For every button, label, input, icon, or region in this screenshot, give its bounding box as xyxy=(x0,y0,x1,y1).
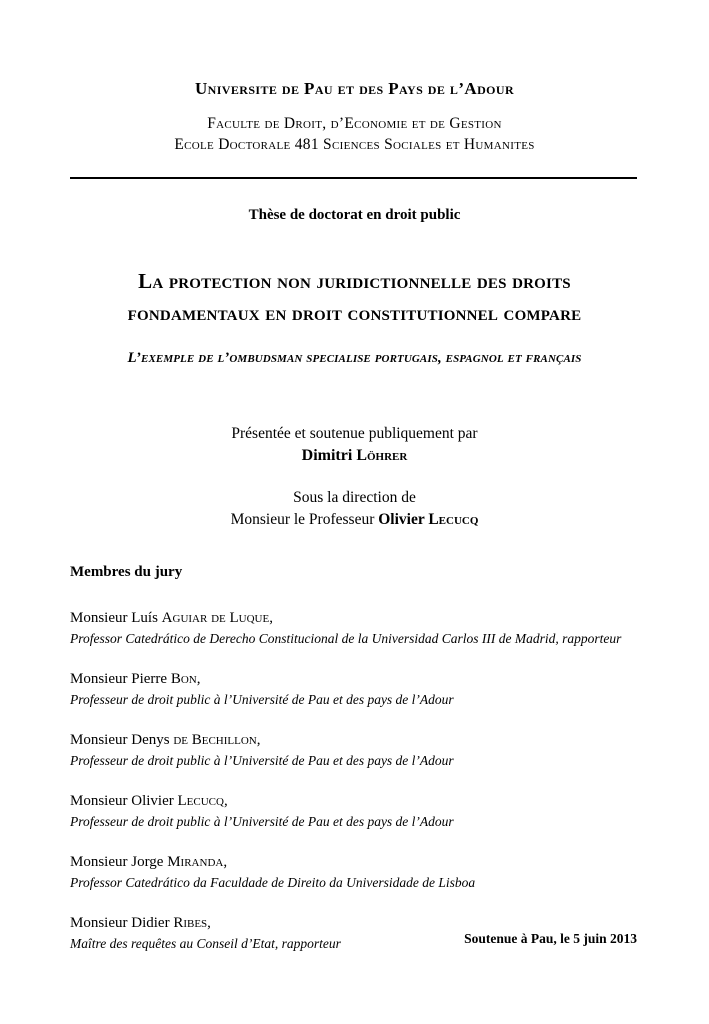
jury-member-name xyxy=(70,730,637,751)
supervisor-last-name: Lecucq xyxy=(428,511,479,528)
jury-member-comma: , xyxy=(223,854,228,870)
jury-member-comma: , xyxy=(196,671,201,687)
jury-heading: Membres du jury xyxy=(70,564,183,580)
jury-member-comma: , xyxy=(256,732,261,748)
jury-member-affiliation: Maître des requêtes au Conseil d’Etat, rapporteur xyxy=(70,936,341,951)
jury-member-surname: Aguiar de Luque xyxy=(161,610,270,626)
author-name xyxy=(0,445,709,467)
jury-member xyxy=(70,791,637,832)
header-divider xyxy=(70,177,637,179)
jury-member-surname: Bon xyxy=(170,671,197,687)
jury-member-surname: Miranda xyxy=(167,854,224,870)
jury-member-surname: Lecucq xyxy=(177,793,224,809)
jury-member-comma: , xyxy=(207,915,211,931)
thesis-subtitle: L’exemple de l’ombudsman specialise portugais, espagnol et français xyxy=(127,350,582,366)
jury-member xyxy=(70,669,637,710)
jury-member xyxy=(70,608,637,649)
jury-member-name xyxy=(70,791,637,812)
thesis-title-line-2: fondamentaux en droit constitutionnel compare xyxy=(127,301,582,325)
jury-member-title: Monsieur Luís xyxy=(70,610,162,626)
thesis-title xyxy=(60,265,649,329)
author-first-name: Dimitri xyxy=(301,447,357,464)
university-name: Universite de Pau et des Pays de l’Adour xyxy=(194,79,515,98)
jury-member xyxy=(70,730,637,771)
jury-member-affiliation: Professeur de droit public à l’Université de Pau et des pays de l’Adour xyxy=(70,692,454,707)
jury-member-affiliation: Professeur de droit public à l’Université de Pau et des pays de l’Adour xyxy=(70,753,454,768)
jury-member-title: Monsieur Denys xyxy=(70,732,174,748)
direction-label: Sous la direction de xyxy=(293,489,416,506)
presented-label: Présentée et soutenue publiquement par xyxy=(231,425,478,442)
jury-member-affiliation: Professor Catedrático da Faculdade de Direito da Universidade de Lisboa xyxy=(70,875,476,890)
supervisor-first-name: Olivier xyxy=(378,511,429,528)
institution-header xyxy=(0,78,709,155)
jury-member-surname: de Bechillon xyxy=(173,732,257,748)
jury-member-title: Monsieur Jorge xyxy=(70,854,168,870)
jury-member-affiliation: Professeur de droit public à l’Université de Pau et des pays de l’Adour xyxy=(70,814,454,829)
jury-member-name xyxy=(70,608,637,629)
jury-member-surname: Ribes xyxy=(173,915,208,931)
jury-member-comma: , xyxy=(223,793,228,809)
jury-member-name xyxy=(70,669,637,690)
jury-section xyxy=(70,562,637,974)
jury-member-comma: , xyxy=(269,610,273,626)
supervisor-name xyxy=(0,509,709,531)
jury-member xyxy=(70,852,637,893)
supervisor-prefix: Monsieur le Professeur xyxy=(230,511,379,528)
thesis-type-label: Thèse de doctorat en droit public xyxy=(248,207,461,223)
jury-member-affiliation: Professor Catedrático de Derecho Constitucional de la Universidad Carlos III de Madrid, rapporteur xyxy=(70,631,622,646)
jury-member-title: Monsieur Pierre xyxy=(70,671,171,687)
faculty-name: Faculte de Droit, d’Economie et de Gestion xyxy=(207,115,502,132)
jury-member-title: Monsieur Didier xyxy=(70,915,174,931)
doctoral-school-name: Ecole Doctorale 481 Sciences Sociales et Humanites xyxy=(174,136,535,153)
thesis-title-line-1: La protection non juridictionnelle des droits xyxy=(138,269,571,293)
jury-member-name xyxy=(70,852,637,873)
defense-date: Soutenue à Pau, le 5 juin 2013 xyxy=(464,931,637,946)
jury-member-title: Monsieur Olivier xyxy=(70,793,178,809)
author-last-name: Löhrer xyxy=(356,447,408,464)
